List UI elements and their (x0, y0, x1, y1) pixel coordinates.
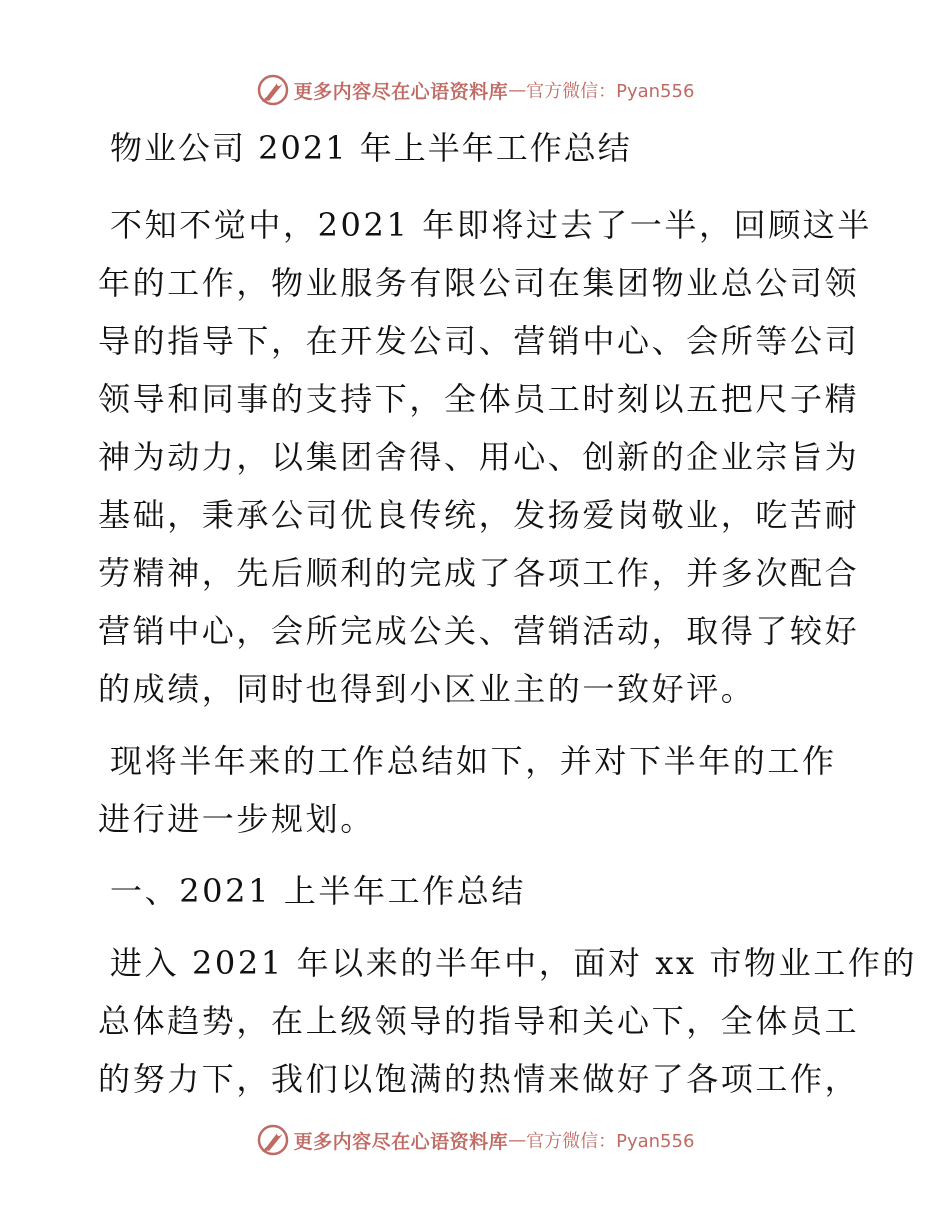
document-body (98, 122, 918, 1122)
footer-watermark (0, 1120, 950, 1160)
paragraph-line: 现将半年来的工作总结如下，并对下半年的工作 (110, 742, 837, 780)
paragraph-line: 基础，秉承公司优良传统，发扬爱岗敬业，吃苦耐 (98, 496, 860, 534)
pen-nib-logo-icon (256, 1123, 290, 1157)
paragraph-intro (98, 196, 873, 718)
watermark-wechat-text: 官方微信：Pyan556 (526, 81, 695, 102)
paragraph-line: 不知不觉中，2021 年即将过去了一半，回顾这半 (110, 206, 873, 244)
header-watermark (0, 70, 950, 110)
paragraph-line: 劳精神，先后顺利的完成了各项工作，并多次配合 (98, 554, 860, 592)
section-heading (98, 862, 858, 920)
watermark-main-text: 更多内容尽在心语资料库 (293, 1130, 509, 1153)
watermark-dash: — (508, 1129, 527, 1151)
paragraph-summary-intro (98, 732, 858, 848)
paragraph-line: 进行进一步规划。 (98, 800, 375, 838)
paragraph-line: 导的指导下，在开发公司、营销中心、会所等公司 (98, 322, 860, 360)
watermark-wechat-text: 官方微信：Pyan556 (526, 1131, 695, 1152)
paragraph-line: 的成绩，同时也得到小区业主的一致好评。 (98, 670, 756, 708)
watermark-main-text: 更多内容尽在心语资料库 (293, 80, 509, 103)
paragraph-section-body (98, 934, 918, 1108)
paragraph-line: 进入 2021 年以来的半年中，面对 xx 市物业工作的 (110, 944, 918, 982)
paragraph-line: 总体趋势，在上级领导的指导和关心下，全体员工 (98, 1002, 860, 1040)
watermark-dash: — (508, 79, 527, 101)
paragraph-line: 的努力下，我们以饱满的热情来做好了各项工作， (98, 1060, 860, 1098)
pen-nib-logo-icon (256, 73, 290, 107)
document-title: 物业公司 2021 年上半年工作总结 (110, 129, 632, 167)
section-heading-text: 一、2021 上半年工作总结 (110, 872, 527, 910)
paragraph-line: 神为动力，以集团舍得、用心、创新的企业宗旨为 (98, 438, 860, 476)
paragraph-line: 营销中心，会所完成公关、营销活动，取得了较好 (98, 612, 860, 650)
paragraph-line: 年的工作，物业服务有限公司在集团物业总公司领 (98, 264, 860, 302)
paragraph-line: 领导和同事的支持下，全体员工时刻以五把尺子精 (98, 380, 860, 418)
